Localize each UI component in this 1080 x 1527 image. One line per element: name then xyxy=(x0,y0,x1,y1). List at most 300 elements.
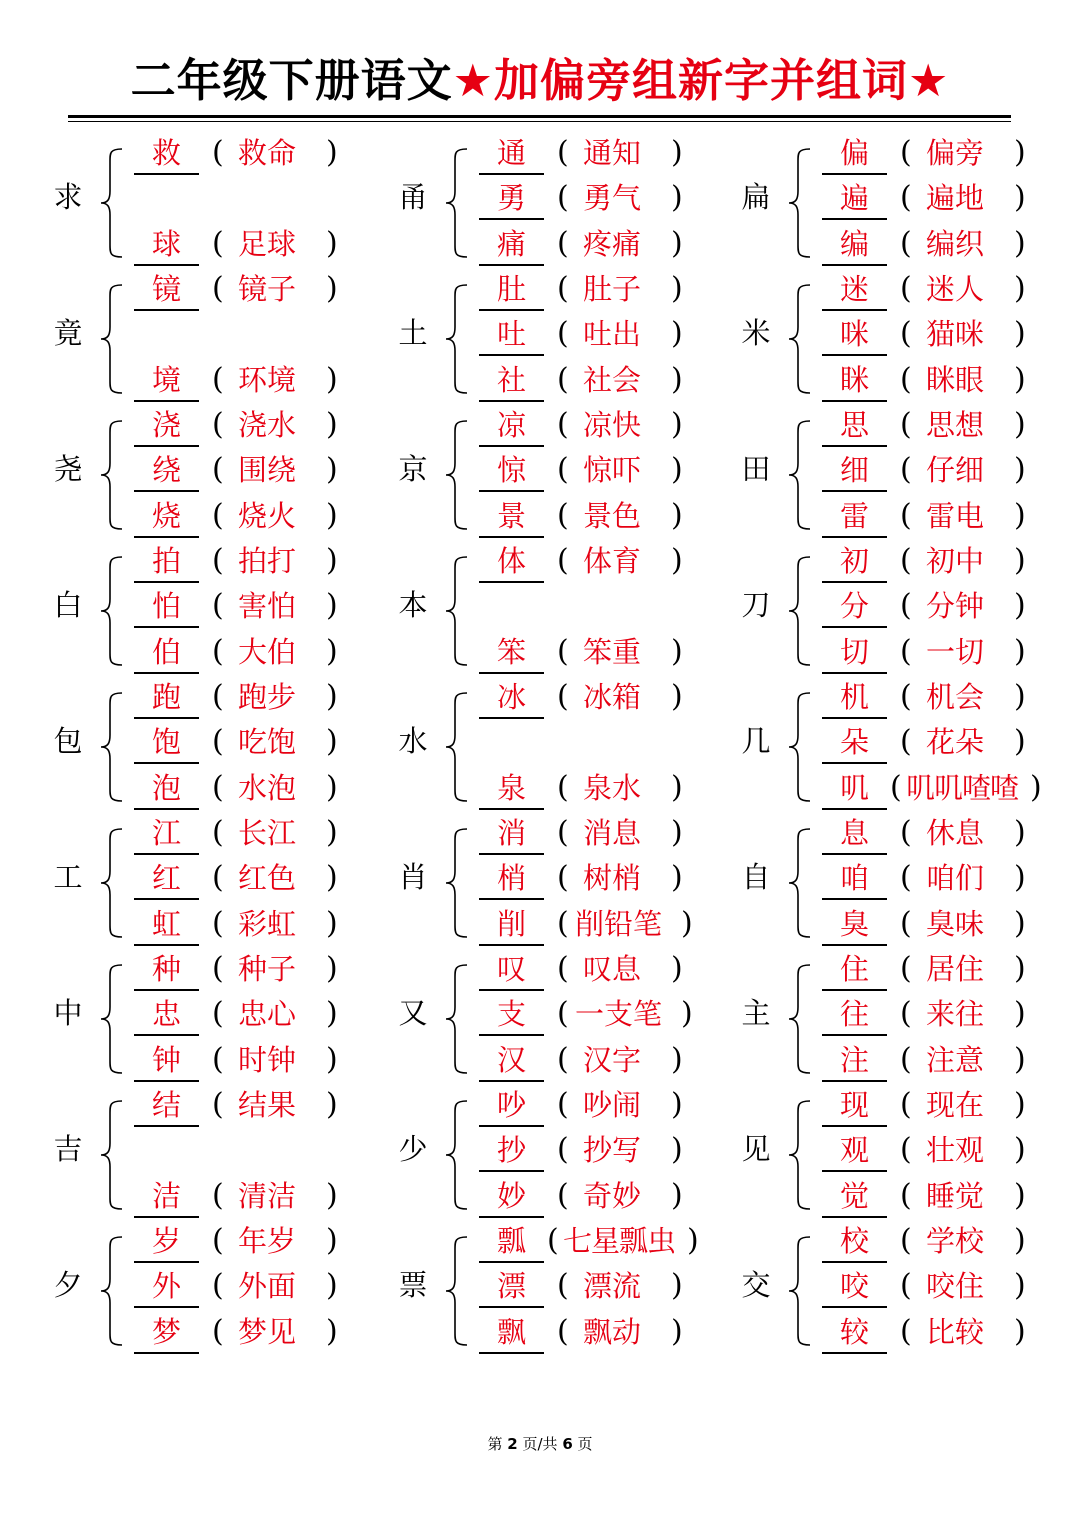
list-item xyxy=(134,135,384,175)
left-paren: ( xyxy=(212,452,224,488)
char-group xyxy=(52,135,382,265)
answer-underline xyxy=(134,989,199,991)
example-word: 救命 xyxy=(238,136,297,170)
answer-underline xyxy=(822,309,887,311)
left-paren: ( xyxy=(557,225,569,261)
new-character: 咱 xyxy=(839,861,869,896)
brace-icon xyxy=(786,1235,814,1347)
char-group xyxy=(52,271,382,401)
answer-underline xyxy=(822,1306,887,1308)
left-paren: ( xyxy=(212,1268,224,1304)
right-paren: ) xyxy=(671,860,683,896)
new-character: 咪 xyxy=(839,317,869,352)
right-paren: ) xyxy=(1014,1132,1026,1168)
list-item xyxy=(822,180,1072,220)
left-paren: ( xyxy=(557,1313,569,1349)
left-paren: ( xyxy=(557,452,569,488)
char-group xyxy=(52,1223,382,1353)
answer-underline xyxy=(134,1352,199,1354)
list-item xyxy=(479,362,729,402)
list-item xyxy=(479,271,729,311)
left-paren: ( xyxy=(557,271,569,306)
right-paren: ) xyxy=(326,1041,338,1077)
left-paren: ( xyxy=(557,135,569,170)
right-paren: ) xyxy=(326,588,338,624)
list-item xyxy=(134,362,384,402)
list-item xyxy=(822,1087,1072,1127)
new-character: 泡 xyxy=(151,770,181,805)
list-item xyxy=(822,815,1072,855)
char-group xyxy=(52,679,382,809)
left-paren: ( xyxy=(212,1313,224,1349)
new-character: 钟 xyxy=(151,1042,181,1077)
brace-icon xyxy=(98,283,126,395)
new-character: 外 xyxy=(151,1269,181,1304)
example-word: 环境 xyxy=(238,362,297,397)
answer-underline xyxy=(134,581,199,583)
root-character: 米 xyxy=(741,316,771,350)
list-item xyxy=(822,996,1072,1036)
brace-icon xyxy=(443,1099,471,1211)
answer-underline xyxy=(822,400,887,402)
right-paren: ) xyxy=(671,452,683,488)
new-character: 现 xyxy=(839,1088,869,1122)
new-character: 岁 xyxy=(151,1224,181,1258)
right-paren: ) xyxy=(671,497,683,533)
example-word: 学校 xyxy=(926,1224,985,1258)
left-paren: ( xyxy=(212,271,224,306)
char-group xyxy=(740,407,1070,537)
footer-suffix: 页 xyxy=(577,1435,593,1453)
root-character: 见 xyxy=(741,1132,771,1166)
answer-underline xyxy=(822,944,887,946)
example-word: 雷电 xyxy=(926,498,985,533)
root-character: 扁 xyxy=(741,180,771,214)
answer-underline xyxy=(479,989,544,991)
right-paren: ) xyxy=(671,1313,683,1349)
right-paren: ) xyxy=(1014,180,1026,216)
brace-icon xyxy=(786,283,814,395)
answer-underline xyxy=(822,1216,887,1218)
new-character: 往 xyxy=(839,997,869,1032)
new-character: 朵 xyxy=(839,725,869,760)
new-character: 细 xyxy=(839,453,869,488)
root-character: 主 xyxy=(741,996,771,1030)
list-item xyxy=(134,1087,384,1127)
list-item xyxy=(134,996,384,1036)
list-item xyxy=(479,407,729,447)
left-paren: ( xyxy=(900,361,912,397)
example-word: 休息 xyxy=(926,816,985,850)
example-word: 吵闹 xyxy=(583,1088,642,1122)
new-character: 救 xyxy=(151,136,181,170)
char-group xyxy=(52,1087,382,1217)
list-item xyxy=(134,770,384,810)
example-word: 通知 xyxy=(583,136,642,170)
brace-icon xyxy=(786,555,814,667)
left-paren: ( xyxy=(212,633,224,669)
new-character: 遍 xyxy=(839,181,869,216)
char-group xyxy=(397,1087,727,1217)
brace-icon xyxy=(98,555,126,667)
example-word: 害怕 xyxy=(238,589,297,624)
left-paren: ( xyxy=(557,1177,569,1213)
list-item xyxy=(134,1314,384,1354)
new-character: 飘 xyxy=(496,1314,526,1349)
example-word: 泉水 xyxy=(583,770,642,805)
answer-underline xyxy=(134,898,199,900)
left-paren: ( xyxy=(557,316,569,352)
answer-underline xyxy=(822,445,887,447)
left-paren: ( xyxy=(212,135,224,170)
example-word: 比较 xyxy=(926,1314,985,1349)
char-group xyxy=(397,271,727,401)
new-character: 较 xyxy=(839,1314,869,1349)
left-paren: ( xyxy=(557,1041,569,1077)
example-word: 咬住 xyxy=(926,1269,985,1304)
right-paren: ) xyxy=(671,1268,683,1304)
new-character: 社 xyxy=(496,362,526,397)
list-item xyxy=(134,724,384,764)
left-paren: ( xyxy=(212,1087,224,1122)
list-item xyxy=(479,1132,729,1172)
answer-underline xyxy=(479,944,544,946)
example-word: 勇气 xyxy=(583,181,642,216)
new-character: 瓢 xyxy=(496,1224,526,1258)
right-paren: ) xyxy=(326,1177,338,1213)
answer-underline xyxy=(134,1125,199,1127)
new-character: 泉 xyxy=(496,770,526,805)
example-word: 思想 xyxy=(926,408,985,442)
answer-underline xyxy=(822,1261,887,1263)
left-paren: ( xyxy=(900,1041,912,1077)
right-paren: ) xyxy=(1014,225,1026,261)
right-paren: ) xyxy=(671,1132,683,1168)
left-paren: ( xyxy=(212,724,224,760)
left-paren: ( xyxy=(212,497,224,533)
example-word: 臭味 xyxy=(926,906,985,941)
left-paren: ( xyxy=(900,543,912,578)
new-character: 支 xyxy=(496,997,526,1032)
title-rule-thick xyxy=(68,115,1011,118)
char-group xyxy=(397,679,727,809)
example-word: 社会 xyxy=(583,362,642,397)
page-title xyxy=(0,54,1080,107)
new-character: 漂 xyxy=(496,1269,526,1304)
brace-icon xyxy=(786,419,814,531)
footer-page-number: 2 xyxy=(507,1435,518,1453)
new-character: 球 xyxy=(151,226,181,261)
root-character: 工 xyxy=(53,860,83,894)
example-word: 镜子 xyxy=(238,272,297,306)
right-paren: ) xyxy=(671,543,683,578)
new-character: 种 xyxy=(151,952,181,986)
right-paren: ) xyxy=(671,1177,683,1213)
left-paren: ( xyxy=(557,407,569,442)
list-item xyxy=(822,316,1072,356)
new-character: 虹 xyxy=(151,906,181,941)
right-paren: ) xyxy=(671,407,683,442)
list-item xyxy=(479,1087,729,1127)
right-paren: ) xyxy=(1014,633,1026,669)
left-paren: ( xyxy=(212,996,224,1032)
example-word: 抄写 xyxy=(583,1133,642,1168)
answer-underline xyxy=(822,1034,887,1036)
example-word: 来往 xyxy=(926,997,985,1032)
answer-underline xyxy=(134,400,199,402)
right-paren: ) xyxy=(681,996,693,1032)
new-character: 雷 xyxy=(839,498,869,533)
list-item xyxy=(822,1042,1072,1082)
right-paren: ) xyxy=(1014,1268,1026,1304)
left-paren: ( xyxy=(900,1177,912,1213)
list-item xyxy=(822,135,1072,175)
example-word: 现在 xyxy=(926,1088,985,1122)
example-word: 肚子 xyxy=(583,272,642,306)
answer-underline xyxy=(822,762,887,764)
new-character: 怕 xyxy=(151,589,181,624)
right-paren: ) xyxy=(1014,316,1026,352)
right-paren: ) xyxy=(1030,769,1042,805)
right-paren: ) xyxy=(326,271,338,306)
right-paren: ) xyxy=(326,724,338,760)
list-item xyxy=(822,1178,1072,1218)
answer-underline xyxy=(134,1261,199,1263)
list-item xyxy=(134,1268,384,1308)
right-paren: ) xyxy=(671,951,683,986)
answer-underline xyxy=(479,898,544,900)
answer-underline xyxy=(822,218,887,220)
left-paren: ( xyxy=(900,1268,912,1304)
example-word: 居住 xyxy=(926,952,985,986)
char-group xyxy=(52,543,382,673)
answer-underline xyxy=(479,1352,544,1354)
list-item xyxy=(479,1223,729,1263)
answer-underline xyxy=(479,1034,544,1036)
new-character: 凉 xyxy=(496,408,526,442)
right-paren: ) xyxy=(671,180,683,216)
new-character: 观 xyxy=(839,1133,869,1168)
left-paren: ( xyxy=(212,1223,224,1258)
new-character: 忠 xyxy=(151,997,181,1032)
new-character: 抄 xyxy=(496,1133,526,1168)
left-paren: ( xyxy=(900,905,912,941)
right-paren: ) xyxy=(326,633,338,669)
list-item xyxy=(479,498,729,538)
char-group xyxy=(397,407,727,537)
char-group xyxy=(52,407,382,537)
list-item xyxy=(134,407,384,447)
brace-icon xyxy=(443,963,471,1075)
example-word: 清洁 xyxy=(238,1178,297,1213)
right-paren: ) xyxy=(671,225,683,261)
root-character: 肖 xyxy=(398,860,428,894)
right-paren: ) xyxy=(671,361,683,397)
right-paren: ) xyxy=(1014,724,1026,760)
list-item xyxy=(479,316,729,356)
left-paren: ( xyxy=(900,1313,912,1349)
left-paren: ( xyxy=(557,361,569,397)
char-group xyxy=(740,543,1070,673)
char-group xyxy=(397,135,727,265)
left-paren: ( xyxy=(900,407,912,442)
left-paren: ( xyxy=(212,905,224,941)
right-paren: ) xyxy=(1014,1177,1026,1213)
left-paren: ( xyxy=(900,724,912,760)
answer-underline xyxy=(479,445,544,447)
answer-underline xyxy=(479,218,544,220)
list-item xyxy=(479,996,729,1036)
char-group xyxy=(740,271,1070,401)
answer-underline xyxy=(822,354,887,356)
new-character: 注 xyxy=(839,1042,869,1077)
right-paren: ) xyxy=(326,543,338,578)
list-item xyxy=(134,815,384,855)
answer-underline xyxy=(822,264,887,266)
example-word: 汉字 xyxy=(583,1042,642,1077)
example-word: 大伯 xyxy=(238,634,297,669)
list-item xyxy=(822,1268,1072,1308)
right-paren: ) xyxy=(326,860,338,896)
example-word: 梦见 xyxy=(238,1314,297,1349)
answer-underline xyxy=(134,944,199,946)
example-word: 机会 xyxy=(926,680,985,714)
left-paren: ( xyxy=(212,225,224,261)
char-group xyxy=(397,543,727,673)
answer-underline xyxy=(822,898,887,900)
list-item xyxy=(134,951,384,991)
right-paren: ) xyxy=(326,452,338,488)
example-word: 猫咪 xyxy=(926,317,985,352)
new-character: 红 xyxy=(151,861,181,896)
char-group xyxy=(397,951,727,1081)
answer-underline xyxy=(479,173,544,175)
brace-icon xyxy=(98,147,126,259)
right-paren: ) xyxy=(326,407,338,442)
new-character: 迷 xyxy=(839,272,869,306)
new-character: 吐 xyxy=(496,317,526,352)
example-word: 长江 xyxy=(238,816,297,850)
left-paren: ( xyxy=(557,1087,569,1122)
example-word: 拍打 xyxy=(238,544,297,578)
left-paren: ( xyxy=(212,951,224,986)
right-paren: ) xyxy=(326,679,338,714)
left-paren: ( xyxy=(890,769,902,805)
left-paren: ( xyxy=(900,1223,912,1258)
new-character: 叽 xyxy=(839,770,869,805)
list-item xyxy=(134,271,384,311)
example-word: 浇水 xyxy=(238,408,297,442)
right-paren: ) xyxy=(1014,860,1026,896)
new-character: 拍 xyxy=(151,544,181,578)
list-item xyxy=(479,543,729,583)
root-character: 夕 xyxy=(53,1268,83,1302)
list-item xyxy=(134,860,384,900)
left-paren: ( xyxy=(557,951,569,986)
answer-underline xyxy=(134,1080,199,1082)
root-character: 求 xyxy=(53,180,83,214)
root-character: 又 xyxy=(398,996,428,1030)
example-word: 结果 xyxy=(238,1088,297,1122)
right-paren: ) xyxy=(1014,1087,1026,1122)
answer-underline xyxy=(134,1216,199,1218)
root-character: 包 xyxy=(53,724,83,758)
new-character: 分 xyxy=(839,589,869,624)
list-item xyxy=(479,815,729,855)
root-character: 自 xyxy=(741,860,771,894)
brace-icon xyxy=(98,963,126,1075)
list-item xyxy=(479,1314,729,1354)
right-paren: ) xyxy=(671,1041,683,1077)
right-paren: ) xyxy=(326,1223,338,1258)
left-paren: ( xyxy=(557,679,569,714)
example-word: 遍地 xyxy=(926,181,985,216)
example-word: 烧火 xyxy=(238,498,297,533)
left-paren: ( xyxy=(212,679,224,714)
answer-underline xyxy=(134,1034,199,1036)
left-paren: ( xyxy=(557,769,569,805)
right-paren: ) xyxy=(326,1087,338,1122)
right-paren: ) xyxy=(1014,271,1026,306)
list-item xyxy=(822,1314,1072,1354)
new-character: 饱 xyxy=(151,725,181,760)
left-paren: ( xyxy=(212,361,224,397)
right-paren: ) xyxy=(1014,1041,1026,1077)
root-character: 京 xyxy=(398,452,428,486)
list-item xyxy=(134,634,384,674)
list-item xyxy=(822,906,1072,946)
new-character: 梦 xyxy=(151,1314,181,1349)
left-paren: ( xyxy=(557,815,569,850)
new-character: 切 xyxy=(839,634,869,669)
answer-underline xyxy=(134,808,199,810)
list-item xyxy=(479,1268,729,1308)
new-character: 汉 xyxy=(496,1042,526,1077)
right-paren: ) xyxy=(326,1313,338,1349)
example-word: 漂流 xyxy=(583,1269,642,1304)
answer-underline xyxy=(822,1080,887,1082)
answer-underline xyxy=(479,400,544,402)
answer-underline xyxy=(479,1080,544,1082)
new-character: 肚 xyxy=(496,272,526,306)
new-character: 梢 xyxy=(496,861,526,896)
example-word: 奇妙 xyxy=(583,1178,642,1213)
list-item xyxy=(479,1178,729,1218)
brace-icon xyxy=(786,147,814,259)
left-paren: ( xyxy=(547,1223,559,1258)
example-word: 跑步 xyxy=(238,680,297,714)
example-word: 注意 xyxy=(926,1042,985,1077)
brace-icon xyxy=(98,827,126,939)
left-paren: ( xyxy=(212,769,224,805)
left-paren: ( xyxy=(900,951,912,986)
left-paren: ( xyxy=(212,1041,224,1077)
char-group xyxy=(397,1223,727,1353)
answer-underline xyxy=(479,1125,544,1127)
new-character: 笨 xyxy=(496,634,526,669)
new-character: 跑 xyxy=(151,680,181,714)
example-word: 忠心 xyxy=(238,997,297,1032)
left-paren: ( xyxy=(900,452,912,488)
example-word: 分钟 xyxy=(926,589,985,624)
list-item xyxy=(134,679,384,719)
example-word: 冰箱 xyxy=(583,680,642,714)
example-word: 彩虹 xyxy=(238,906,297,941)
list-item xyxy=(479,679,729,719)
root-character: 甬 xyxy=(398,180,428,214)
new-character: 叹 xyxy=(496,952,526,986)
root-character: 吉 xyxy=(53,1132,83,1166)
